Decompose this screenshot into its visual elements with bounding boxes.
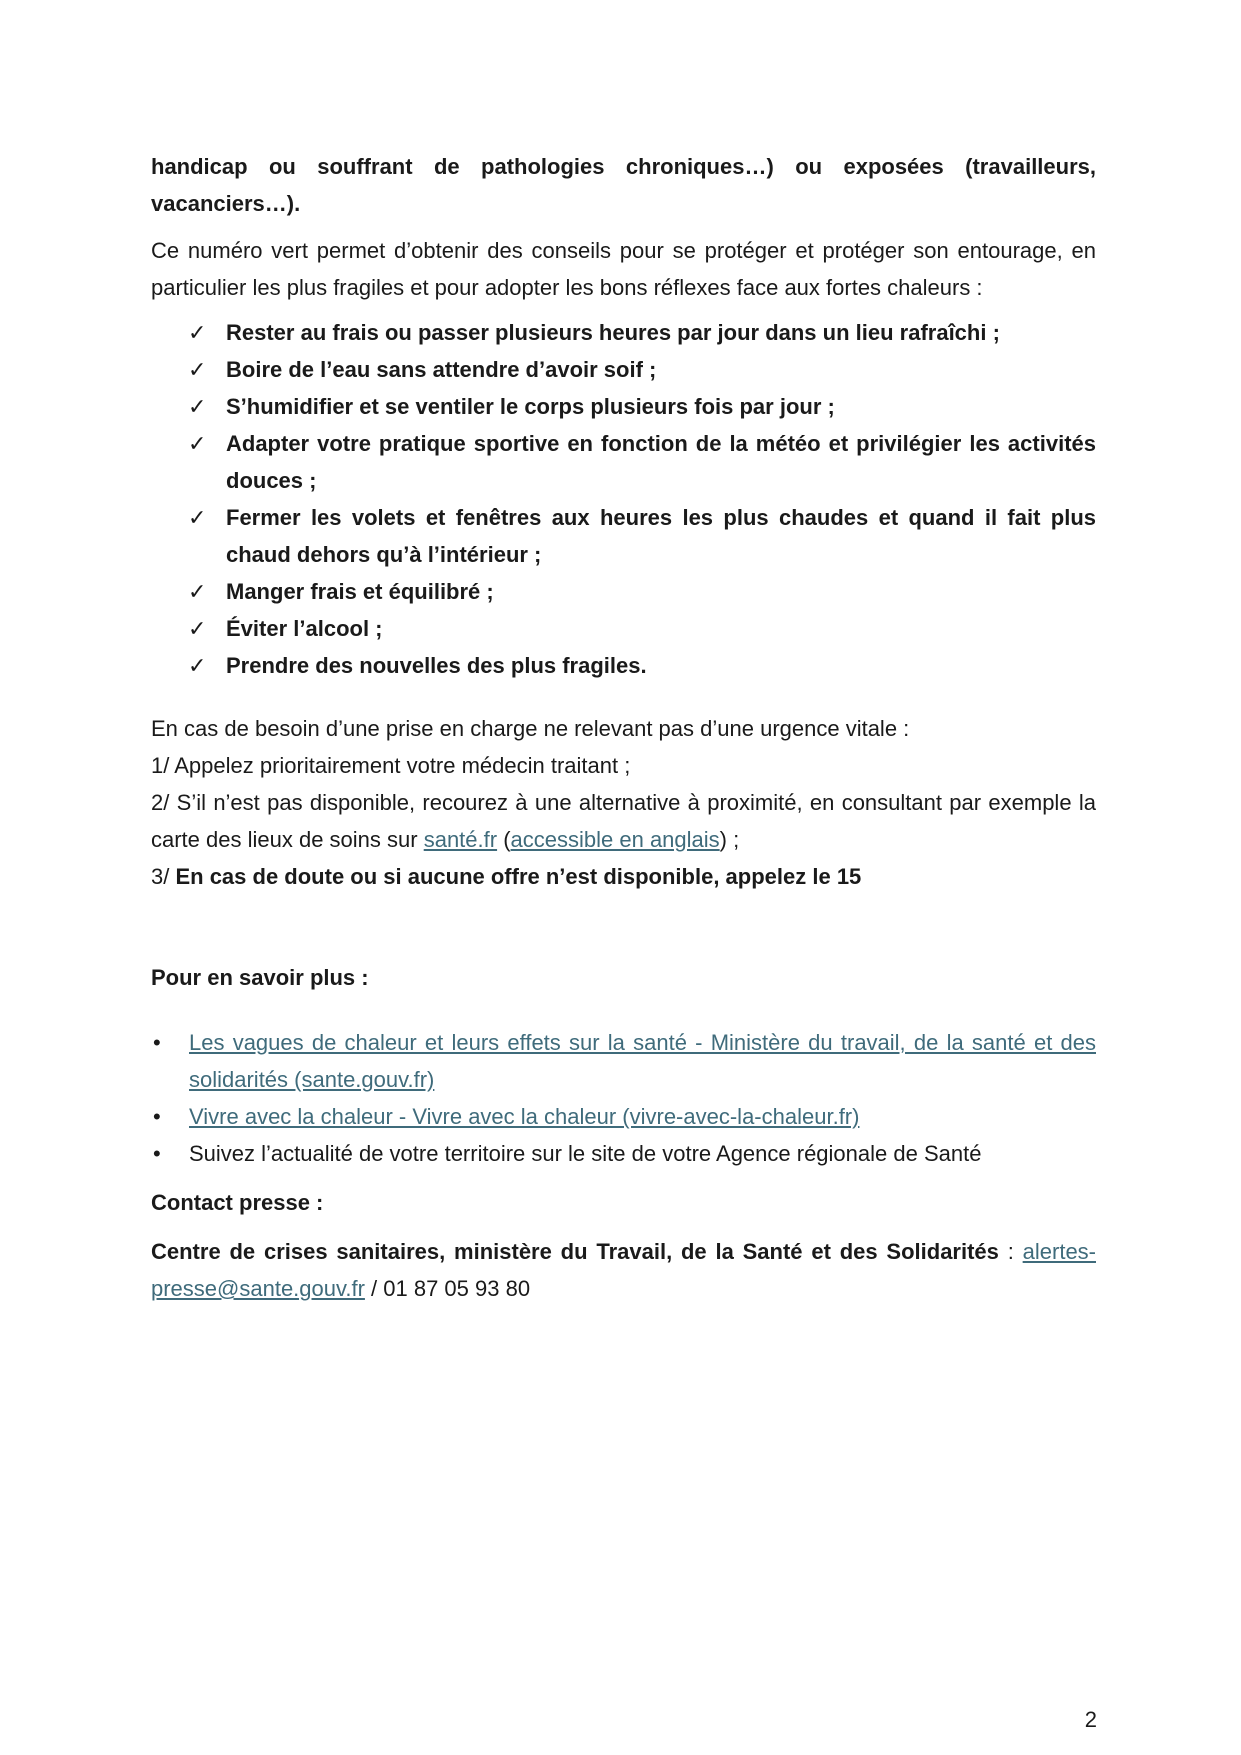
ars-info-text: Suivez l’actualité de votre territoire sur le site de votre Agence régionale de Santé <box>189 1141 982 1166</box>
checklist-item <box>151 610 1096 647</box>
care-step-2-text: 2/ S’il n’est pas disponible, recourez à une alternative à proximité, en consultant par exemple la carte des lieux de soins sur <box>151 790 1096 852</box>
learn-more-list <box>151 1024 1096 1172</box>
press-phone: / 01 87 05 93 80 <box>364 1276 531 1301</box>
sante-fr-link[interactable]: santé.fr <box>423 827 498 852</box>
care-step-2-paren-close: ) ; <box>719 827 740 852</box>
checklist-item-text: Fermer les volets et fenêtres aux heures les plus chaudes et quand il fait plus chaud dehors qu’à l’intérieur ; <box>226 505 1096 567</box>
page-content <box>151 148 1096 1307</box>
advice-checklist <box>151 314 1096 684</box>
advice-intro-paragraph: Ce numéro vert permet d’obtenir des conseils pour se protéger et protéger son entourage, en particulier les plus fragiles et pour adopter les bons réflexes face aux fortes chaleurs : <box>151 238 1096 300</box>
checklist-item <box>151 388 1096 425</box>
care-line-intro: En cas de besoin d’une prise en charge ne relevant pas d’une urgence vitale : <box>151 716 910 741</box>
care-instructions <box>151 710 1096 895</box>
care-step-2 <box>151 784 1096 858</box>
care-step-3-number: 3/ <box>151 864 176 889</box>
heat-waves-health-link[interactable]: Les vagues de chaleur et leurs effets sur la santé - Ministère du travail, de la santé et des solidarités (sante.gouv.fr) <box>189 1030 1096 1092</box>
checklist-item <box>151 314 1096 351</box>
section-spacer <box>151 895 1096 959</box>
care-step-2-paren-open: ( <box>497 827 511 852</box>
press-contact-heading: Contact presse : <box>151 1190 324 1215</box>
checklist-item-text: Manger frais et équilibré ; <box>226 579 494 604</box>
intro-paragraph: handicap ou souffrant de pathologies chroniques…) ou exposées (travailleurs, vacanciers…). <box>151 154 1096 216</box>
check-icon: ✓ <box>188 431 207 456</box>
checklist-item-text: Adapter votre pratique sportive en fonction de la météo et privilégier les activités douces ; <box>226 431 1096 493</box>
check-icon: ✓ <box>188 653 207 678</box>
press-email-link[interactable]: alertes-presse@sante.gouv.fr <box>151 1239 1096 1301</box>
checklist-item <box>151 499 1096 573</box>
bullet-icon: • <box>153 1104 161 1129</box>
checklist-item <box>151 573 1096 610</box>
care-step-3 <box>151 858 1096 895</box>
check-icon: ✓ <box>188 579 207 604</box>
care-step-3-text: En cas de doute ou si aucune offre n’est disponible, appelez le 15 <box>175 864 862 889</box>
checklist-item <box>151 647 1096 684</box>
press-contact-details <box>151 1233 1096 1307</box>
check-icon: ✓ <box>188 616 207 641</box>
checklist-item-text: Éviter l’alcool ; <box>226 616 383 641</box>
page-number: 2 <box>1084 1707 1097 1732</box>
check-icon: ✓ <box>188 320 207 345</box>
checklist-item <box>151 425 1096 499</box>
checklist-item-text: S’humidifier et se ventiler le corps plusieurs fois par jour ; <box>226 394 835 419</box>
press-contact-separator: : <box>998 1239 1023 1264</box>
checklist-item-text: Boire de l’eau sans attendre d’avoir soif ; <box>226 357 657 382</box>
check-icon: ✓ <box>188 357 207 382</box>
checklist-item-text: Prendre des nouvelles des plus fragiles. <box>226 653 647 678</box>
vivre-avec-la-chaleur-link[interactable]: Vivre avec la chaleur - Vivre avec la chaleur (vivre-avec-la-chaleur.fr) <box>189 1104 860 1129</box>
check-icon: ✓ <box>188 505 207 530</box>
bullet-icon: • <box>153 1141 161 1166</box>
press-contact-org: Centre de crises sanitaires, ministère du Travail, de la Santé et des Solidarités <box>151 1239 999 1264</box>
learn-more-item <box>151 1024 1096 1098</box>
learn-more-item <box>151 1135 1096 1172</box>
check-icon: ✓ <box>188 394 207 419</box>
care-step-1: 1/ Appelez prioritairement votre médecin traitant ; <box>151 753 631 778</box>
bullet-icon: • <box>153 1030 161 1055</box>
learn-more-item <box>151 1098 1096 1135</box>
english-version-link[interactable]: accessible en anglais <box>510 827 720 852</box>
learn-more-heading: Pour en savoir plus : <box>151 965 369 990</box>
checklist-item-text: Rester au frais ou passer plusieurs heures par jour dans un lieu rafraîchi ; <box>226 320 1000 345</box>
checklist-item <box>151 351 1096 388</box>
